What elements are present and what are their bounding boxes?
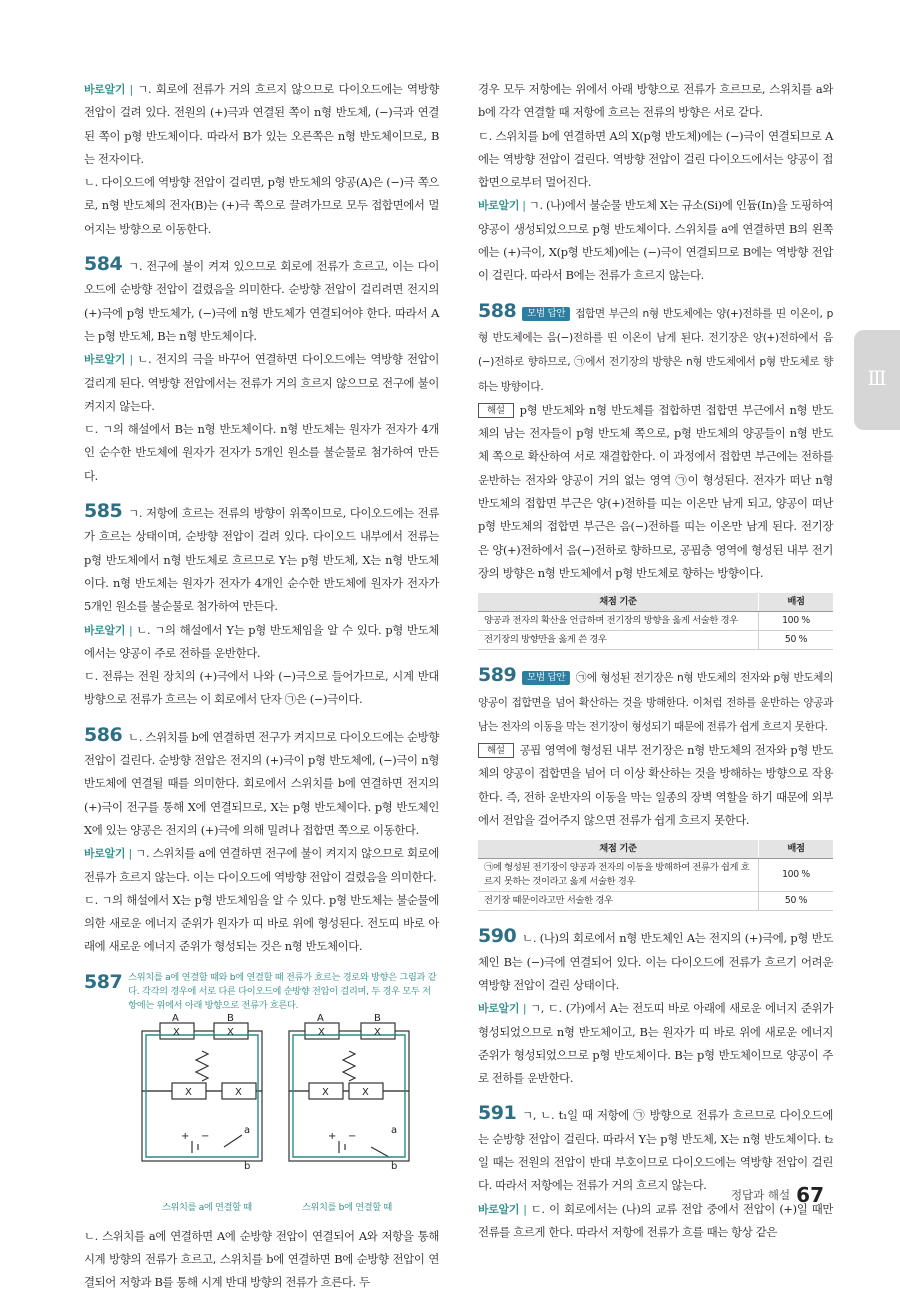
model-answer-badge: 모범 답안 [522, 307, 570, 321]
left-label-plus: + [181, 1130, 190, 1142]
baroalgi-tag: 바로알기 | [84, 353, 137, 366]
model-answer-badge: 모범 답안 [522, 671, 570, 685]
right-switch [371, 1147, 389, 1157]
continued-paragraph-2: ㄷ. 스위치를 b에 연결하면 A의 X(p형 반도체)에는 (−)극이 연결되므로 A에는 역방향 전압이 걸린다. 역방향 전압이 걸린 다이오드에서는 양공이 접합면으로부터 멀어진다. [478, 128, 833, 190]
table-cell: 전기장의 방향만을 옳게 쓴 경우 [478, 631, 759, 650]
problem-587-solution-note: 스위치를 a에 연결할 때와 b에 연결할 때 전류가 흐르는 경로와 방향은 그림과 같다. 각각의 경우에 서로 다른 다이오드에 순방향 전압이 걸리며, 두 경우 모두 저항에는 위에서 아래 방향으로 전류가 흐른다. [128, 971, 437, 1011]
right-label-X2: X [374, 1026, 381, 1038]
intro-paragraph-1: 바로알기 | ㄱ. 회로에 전류가 거의 흐르지 않으므로 다이오드에는 역방향 전압이 걸려 있다. 전원의 (+)극과 연결된 쪽이 n형 반도체, (−)극과 연결된 쪽이 p형 반도체이다. 따라서 B가 있는 오른쪽은 n형 반도체이므로, B는 전자이다. [84, 78, 439, 171]
table-row [478, 859, 833, 892]
problem-number: 586 [84, 723, 123, 746]
right-label-a: a [391, 1124, 397, 1136]
problem-588: 588 모범 답안 접합면 부근의 n형 반도체에는 양(+)전하를 띤 이온이, p형 반도체에는 음(−)전하를 띤 이온이 남게 된다. 전기장은 양(+)전하에서 음(−)전하로 향하므로, ㉠에서 전기장의 방향은 n형 반도체에서 p형 반도체로 향하는 방향이다. [478, 299, 833, 393]
table-header-row [478, 840, 833, 859]
problem-585: 585 ㄱ. 저항에 흐르는 전류의 방향이 위쪽이므로, 다이오드에는 전류가 흐르는 상태이며, 순방향 전압이 걸려 있다. 다이오드 내부에서 전류는 p형 반도체에서 n형 반도체로 흐르므로 Y는 p형 반도체, X는 n형 반도체이다. n형 반도체는 원자가 전자가 4개인 순수한 반도체에 원자가 전자가 5개인 원소를 불순물로 첨가하여 만든다. [84, 500, 439, 614]
problem-588-explanation: 해설 p형 반도체와 n형 반도체를 접합하면 접합면 부근에서 n형 반도체의 남는 전자들이 p형 반도체 쪽으로, p형 반도체의 양공들이 n형 반도체 쪽으로 확산하여 서로 재결합한다. 이 과정에서 접합면 부근에는 전하를 운반하는 전자와 양공이 거의 없는 영역 ㉠이 형성된다. 전자가 떠난 n형 반도체의 접합면 부근은 양(+)전하를 띠는 이온만 남게 되고, 양공이 떠난 p형 반도체의 접합면 부근은 음(−)전하를 띠는 이온만 남게 된다. 전기장은 양(+)전하에서 음(−)전하로 향하므로, 공핍층 영역에 형성된 내부 전기장의 방향은 n형 반도체에서 p형 반도체로 향하는 방향이다. [478, 402, 833, 580]
left-label-X4: X [235, 1086, 242, 1098]
left-circuit-frame-top [142, 1031, 262, 1091]
chapter-numeral: Ⅲ [867, 366, 887, 390]
problem-589-explanation: 해설 공핍 영역에 형성된 내부 전기장은 n형 반도체의 전자와 p형 반도체의 양공이 접합면을 넘어 더 이상 확산하는 것을 방해하는 방향으로 작용한다. 즉, 전하 운반자의 이동을 막는 일종의 장벽 역할을 하기 때문에 외부에서 전압을 걸어주지 않으면 전류가 쉽게 흐르지 못한다. [478, 743, 833, 828]
problem-587 [84, 971, 439, 1013]
table-cell: 50 % [759, 631, 834, 650]
problem-586: 586 ㄴ. 스위치를 b에 연결하면 전구가 켜지므로 다이오드에는 순방향 전압이 걸린다. 순방향 전압은 전지의 (+)극이 p형 반도체에, (−)극이 n형 반도체에 연결될 때를 의미한다. 회로에서 스위치를 b에 연결하면 전지의 (+)극이 전구를 통해 X에 연결되므로, X는 p형 반도체이다. p형 반도체인 X에 있는 양공은 전지의 (+)극에 의해 밀려나 접합면 쪽으로 이동한다. [84, 723, 439, 837]
circuit-diagrams [84, 1012, 439, 1221]
scoring-table-588 [478, 593, 833, 650]
table-header: 채점 기준 [478, 593, 759, 612]
table-header: 채점 기준 [478, 840, 759, 859]
problem-number: 587 [84, 970, 123, 993]
problem-584-baroalgi-2: ㄷ. ㄱ의 해설에서 B는 n형 반도체이다. n형 반도체는 원자가 전자가 4개인 순수한 반도체에 원자가 전자가 5개인 원소를 불순물로 첨가하여 만든다. [84, 422, 439, 483]
scoring-table-589 [478, 840, 833, 911]
page-number: 67 [796, 1183, 824, 1207]
table-row [478, 612, 833, 631]
problem-587-explanation: ㄴ. 스위치를 a에 연결하면 A에 순방향 전압이 연결되어 A와 저항을 통해 시계 방향의 전류가 흐르고, 스위치를 b에 연결하면 B에 순방향 전압이 연결되어 저항과 B를 통해 시계 반대 방향의 전류가 흐른다. 두 [84, 1228, 439, 1290]
intro-paragraph-2: ㄴ. 다이오드에 역방향 전압이 걸리면, p형 반도체의 양공(A)은 (−)극 쪽으로, n형 반도체의 전자(B)는 (+)극 쪽으로 끌려가므로 모두 접합면에서 멀어지는 방향으로 이동한다. [84, 175, 439, 236]
left-column [84, 78, 439, 1295]
baroalgi-tag: 바로알기 | [84, 624, 136, 637]
table-row [478, 631, 833, 650]
baroalgi-tag: 바로알기 | [478, 1203, 531, 1216]
problem-591-baroalgi: 바로알기 | ㄷ. 이 회로에서는 (나)의 교류 전압 중에서 전압이 (+)일 때만 전류를 흐르게 한다. 따라서 저항에 전류가 흐를 때는 항상 같은 [478, 1198, 833, 1245]
right-label-A: A [317, 1012, 324, 1024]
right-label-X1: X [318, 1026, 325, 1038]
problem-590: 590 ㄴ. (나)의 회로에서 n형 반도체인 A는 전지의 (+)극에, p형 반도체인 B는 (−)극에 연결되어 있다. 이는 다이오드에 전류가 흐르기 어려운 역방향 전압이 걸린 상태이다. [478, 925, 833, 992]
problem-number: 590 [478, 925, 517, 948]
right-label-B: B [374, 1012, 381, 1024]
baroalgi-tag: 바로알기 | [478, 199, 529, 212]
problem-586-baroalgi: 바로알기 | ㄱ. 스위치를 a에 연결하면 전구에 불이 켜지지 않으므로 회로에 전류가 흐르지 않는다. 이는 다이오드에 역방향 전압이 걸렸음을 의미한다. [84, 842, 439, 889]
problem-number: 584 [84, 253, 123, 276]
problem-number: 589 [478, 664, 517, 687]
right-label-X3: X [322, 1086, 329, 1098]
problem-589: 589 모범 답안 ㉠에 형성된 전기장은 n형 반도체의 전자와 p형 반도체의 양공이 접합면을 넘어 확산하는 것을 방해한다. 이처럼 전하를 운반하는 양공과 남는 전자의 이동을 막는 전기장이 형성되기 때문에 전류가 쉽게 흐르지 못한다. [478, 664, 833, 733]
left-switch [224, 1135, 242, 1147]
explanation-badge: 해설 [478, 403, 514, 418]
continued-paragraph-1: 경우 모두 저항에는 위에서 아래 방향으로 전류가 흐르므로, 스위치를 a와 b에 각각 연결할 때 저항에 흐르는 전류의 방향은 서로 같다. [478, 82, 833, 120]
footer-label: 정답과 해설 [730, 1188, 791, 1202]
left-label-A: A [172, 1012, 179, 1024]
left-label-a: a [244, 1124, 250, 1136]
left-label-X3: X [185, 1086, 192, 1098]
explanation-badge: 해설 [478, 743, 514, 758]
chapter-side-tab [854, 330, 900, 430]
problem-591: 591 ㄱ, ㄴ. t₁일 때 저항에 ㉠ 방향으로 전류가 흐르므로 다이오드에는 순방향 전압이 걸린다. 따라서 Y는 p형 반도체, X는 n형 반도체이다. t₂일 때는 전원의 전압이 반대 부호이므로 다이오드에는 역방향 전압이 걸린다. 따라서 저항에는 전류가 거의 흐르지 않는다. [478, 1102, 833, 1193]
problem-585-baroalgi: 바로알기 | ㄴ. ㄱ의 해설에서 Y는 p형 반도체임을 알 수 있다. p형 반도체에서는 양공이 주로 전하를 운반한다. [84, 619, 439, 666]
table-cell: 전기장 때문이라고만 서술한 경우 [478, 892, 759, 911]
left-label-b: b [244, 1160, 250, 1172]
right-label-X4: X [362, 1086, 369, 1098]
caption-switch-a: 스위치를 a에 연결할 때 [162, 1201, 252, 1213]
problem-number: 585 [84, 500, 123, 523]
problem-584-baroalgi: 바로알기 | ㄴ. 전지의 극을 바꾸어 연결하면 다이오드에는 역방향 전압이 걸리게 된다. 역방향 전압에서는 전류가 거의 흐르지 않으므로 전구에 불이 켜지지 않는다. [84, 348, 439, 418]
page-footer [731, 1183, 824, 1207]
problem-number: 588 [478, 299, 517, 322]
left-resistor [196, 1051, 208, 1081]
problem-number: 591 [478, 1102, 517, 1125]
baroalgi-tag: 바로알기 | [478, 1002, 530, 1015]
problem-586-baroalgi-2: ㄷ. ㄱ의 해설에서 X는 p형 반도체임을 알 수 있다. p형 반도체는 불순물에 의한 새로운 에너지 준위가 원자가 띠 바로 위에 형성된다. 전도띠 바로 아래에 새로운 에너지 준위가 형성되는 것은 n형 반도체이다. [84, 892, 439, 954]
right-column [478, 78, 833, 1244]
problem-590-baroalgi: 바로알기 | ㄱ, ㄷ. (가)에서 A는 전도띠 바로 아래에 새로운 에너지 준위가 형성되었으므로 n형 반도체이고, B는 원자가 띠 바로 위에 새로운 에너지 준위가 형성되었으므로 p형 반도체이다. B는 p형 반도체이므로 양공이 주로 전하를 운반한다. [478, 997, 833, 1090]
circuit-diagram-svg [84, 1012, 439, 1221]
left-label-X1: X [173, 1026, 180, 1038]
right-label-b: b [391, 1160, 397, 1172]
left-label-X2: X [227, 1026, 234, 1038]
baroalgi-tag: 바로알기 | [84, 83, 137, 96]
table-header: 배점 [759, 593, 834, 612]
problem-585-baroalgi-2: ㄷ. 전류는 전원 장치의 (+)극에서 나와 (−)극으로 들어가므로, 시계 반대 방향으로 전류가 흐르는 이 회로에서 단자 ㉠은 (−)극이다. [84, 669, 439, 707]
left-label-minus: − [201, 1130, 210, 1142]
continued-baroalgi: 바로알기 | ㄱ. (나)에서 불순물 반도체 X는 규소(Si)에 인듐(In)을 도핑하여 양공이 생성되었으므로 p형 반도체이다. 스위치를 a에 연결하면 B의 왼쪽에는 (+)극이, X(p형 반도체)에는 (−)극이 연결되므로 B에는 역방향 전압이 걸린다. 따라서 B에는 전류가 흐르지 않는다. [478, 194, 833, 287]
problem-584: 584 ㄱ. 전구에 불이 켜져 있으므로 회로에 전류가 흐르고, 이는 다이오드에 순방향 전압이 걸렸음을 의미한다. 순방향 전압이 걸리려면 전지의 (+)극에 p형 반도체가, (−)극에 n형 반도체가 연결되어야 한다. 따라서 A는 p형 반도체, B는 n형 반도체이다. [84, 253, 439, 343]
table-cell: 100 % [759, 859, 834, 892]
left-label-B: B [227, 1012, 234, 1024]
table-cell: 100 % [759, 612, 834, 631]
table-header: 배점 [759, 840, 834, 859]
right-circuit-frame-top [289, 1031, 409, 1091]
caption-switch-b: 스위치를 b에 연결할 때 [302, 1201, 392, 1213]
table-cell: ㉠에 형성된 전기장이 양공과 전자의 이동을 방해하여 전류가 쉽게 흐르지 못하는 것이라고 옳게 서술한 경우 [478, 859, 759, 892]
table-cell: 양공과 전자의 확산을 언급하며 전기장의 방향을 옳게 서술한 경우 [478, 612, 759, 631]
right-label-plus: + [328, 1130, 337, 1142]
table-header-row [478, 593, 833, 612]
right-label-minus: − [348, 1130, 357, 1142]
table-cell: 50 % [759, 892, 834, 911]
right-resistor [343, 1051, 355, 1081]
baroalgi-tag: 바로알기 | [84, 847, 135, 860]
table-row [478, 892, 833, 911]
